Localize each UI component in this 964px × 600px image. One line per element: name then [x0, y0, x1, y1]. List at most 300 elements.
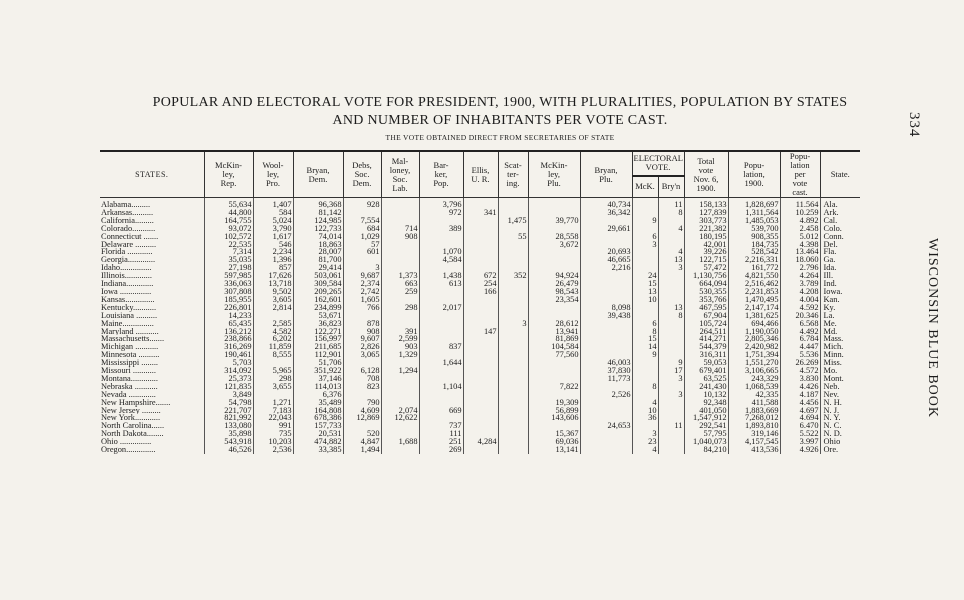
cell-wool: [253, 391, 293, 399]
header-population-per-vote: [780, 151, 820, 198]
cell-ev-bry: 9: [658, 359, 684, 367]
header-line: ter-: [507, 169, 519, 179]
cell-ppv: 18.060: [780, 256, 820, 264]
cell-ev-bry: [658, 399, 684, 407]
cell-state: Connecticut .......: [100, 233, 204, 241]
table-row: [100, 256, 860, 264]
cell-state: Massachusetts.......: [100, 335, 204, 343]
cell-mal: 2,074: [381, 407, 419, 415]
cell-bryan: 74,014: [293, 233, 343, 241]
header-line: Pro.: [266, 178, 280, 188]
cell-bryan: 234,899: [293, 304, 343, 312]
cell-pop: 1,190,050: [728, 328, 780, 336]
cell-abbr: Mo.: [823, 367, 838, 375]
cell-state: Montana.............: [100, 375, 204, 383]
cell-bark: 837: [419, 343, 463, 351]
cell-mal: [381, 217, 419, 225]
table-row: [100, 233, 860, 241]
cell-bry-plu: [580, 438, 632, 446]
cell-mck: 44,800: [204, 209, 253, 217]
cell-bark: [419, 217, 463, 225]
cell-debs: 1,494: [343, 446, 381, 454]
cell-state: New York............: [100, 414, 204, 422]
table-row: [100, 264, 860, 272]
cell-ppv: 4.572: [780, 367, 820, 375]
table-row: [100, 438, 860, 446]
cell-ev-mck: [632, 225, 658, 233]
cell-mck: 316,269: [204, 343, 253, 351]
cell-total: 303,773: [684, 217, 728, 225]
cell-scat: [498, 264, 528, 272]
cell-abbr: Mont.: [823, 374, 844, 383]
cell-ev-bry: 4: [658, 225, 684, 233]
cell-bark: [419, 241, 463, 249]
cell-mck-plu: 19,309: [528, 399, 580, 407]
cell-mal: 714: [381, 225, 419, 233]
cell-bark: 613: [419, 280, 463, 288]
cell-mck: 35,898: [204, 430, 253, 438]
cell-bry-plu: 20,693: [580, 248, 632, 256]
cell-debs: 520: [343, 430, 381, 438]
cell-wool: 1,407: [253, 198, 293, 209]
cell-debs: 2,374: [343, 280, 381, 288]
cell-mck-plu: [528, 375, 580, 383]
header-bryan-dem: [293, 151, 343, 198]
cell-mal: [381, 320, 419, 328]
cell-bryan: 18,863: [293, 241, 343, 249]
cell-ev-bry: [658, 288, 684, 296]
cell-scat: [498, 430, 528, 438]
cell-bryan: 157,733: [293, 422, 343, 430]
cell-ev-mck: 10: [632, 407, 658, 415]
table-row: [100, 328, 860, 336]
cell-mal: [381, 375, 419, 383]
cell-total: 353,766: [684, 296, 728, 304]
cell-ppv: 4.264: [780, 272, 820, 280]
cell-wool: 857: [253, 264, 293, 272]
cell-pop: 1,381,625: [728, 312, 780, 320]
cell-ev-mck: 9: [632, 217, 658, 225]
cell-mck: 55,634: [204, 198, 253, 209]
cell-bark: [419, 367, 463, 375]
cell-bryan: 156,997: [293, 335, 343, 343]
cell-ev-bry: 3: [658, 391, 684, 399]
cell-abbr: Iowa.: [823, 287, 843, 296]
cell-pop: 243,329: [728, 375, 780, 383]
cell-abbr: N. Y.: [823, 414, 841, 423]
table-row: [100, 312, 860, 320]
cell-debs: 766: [343, 304, 381, 312]
cell-scat: [498, 375, 528, 383]
cell-scat: [498, 280, 528, 288]
cell-mck-plu: 94,924: [528, 272, 580, 280]
header-line: loney,: [389, 164, 411, 175]
cell-state: Kentucky...........: [100, 304, 204, 312]
table-row: [100, 422, 860, 430]
header-debs-soc-dem: [343, 151, 381, 198]
cell-mal: [381, 359, 419, 367]
header-line: Bar-: [433, 160, 449, 170]
cell-scat: [498, 343, 528, 351]
cell-scat: [498, 422, 528, 430]
cell-mck: 164,755: [204, 217, 253, 225]
cell-bark: [419, 233, 463, 241]
cell-ev-mck: [632, 264, 658, 272]
header-line: Wool-: [262, 160, 284, 170]
title-line-2: AND NUMBER OF INHABITANTS PER VOTE CAST.: [332, 113, 668, 128]
cell-mck: 7,314: [204, 248, 253, 256]
cell-abbr: Mass.: [823, 335, 844, 344]
cell-mal: [381, 391, 419, 399]
cell-ev-bry: [658, 217, 684, 225]
cell-bry-plu: 29,661: [580, 225, 632, 233]
cell-bark: [419, 375, 463, 383]
header-state-abbr: State.: [820, 151, 860, 198]
cell-mck-plu: 143,606: [528, 414, 580, 422]
cell-scat: [498, 198, 528, 209]
cell-bry-plu: [580, 351, 632, 359]
cell-total: 158,133: [684, 198, 728, 209]
header-line: 1900.: [744, 178, 764, 188]
cell-wool: [253, 312, 293, 320]
cell-ellis: [463, 248, 498, 256]
cell-ellis: [463, 296, 498, 304]
cell-state: Oregon..............: [100, 446, 204, 454]
cell-mal: [381, 248, 419, 256]
cell-mck-plu: 98,543: [528, 288, 580, 296]
cell-bry-plu: [580, 383, 632, 391]
cell-mck: 597,985: [204, 272, 253, 280]
cell-ppv: 6.784: [780, 335, 820, 343]
header-line: vote: [698, 164, 714, 175]
cell-bark: 737: [419, 422, 463, 430]
cell-mck-plu: 28,612: [528, 320, 580, 328]
cell-bark: 1,104: [419, 383, 463, 391]
cell-ev-bry: 11: [658, 198, 684, 209]
header-line: Pop.: [433, 178, 449, 188]
cell-abbr: Mich.: [823, 343, 844, 352]
header-line: lation,: [743, 169, 765, 179]
cell-mal: [381, 198, 419, 209]
cell-state: Delaware ..........: [100, 241, 204, 249]
cell-bryan: 51,706: [293, 359, 343, 367]
cell-abbr: Ida.: [823, 264, 837, 273]
cell-scat: 3: [498, 320, 528, 328]
cell-debs: 7,554: [343, 217, 381, 225]
cell-scat: [498, 288, 528, 296]
cell-bry-plu: 40,734: [580, 198, 632, 209]
cell-bark: [419, 414, 463, 422]
cell-bryan: 209,265: [293, 288, 343, 296]
cell-scat: 1,475: [498, 217, 528, 225]
table-row: [100, 359, 860, 367]
cell-state: Idaho...............: [100, 264, 204, 272]
cell-ev-bry: [658, 280, 684, 288]
cell-total: 1,130,756: [684, 272, 728, 280]
cell-ev-bry: [658, 296, 684, 304]
cell-bryan: 28,007: [293, 248, 343, 256]
cell-wool: 1,617: [253, 233, 293, 241]
cell-total: 67,904: [684, 312, 728, 320]
cell-ellis: 672: [463, 272, 498, 280]
cell-scat: 352: [498, 272, 528, 280]
cell-state: Colorado...........: [100, 225, 204, 233]
header-line: McKin-: [215, 160, 242, 170]
cell-scat: [498, 414, 528, 422]
cell-total: 292,541: [684, 422, 728, 430]
cell-state: Illinois.............: [100, 272, 204, 280]
cell-bryan: 122,271: [293, 328, 343, 336]
cell-debs: [343, 209, 381, 217]
cell-mck-plu: 23,354: [528, 296, 580, 304]
cell-state: New Jersey .........: [100, 407, 204, 415]
cell-ev-mck: [632, 209, 658, 217]
cell-bark: 3,796: [419, 198, 463, 209]
cell-mal: 1,294: [381, 367, 419, 375]
header-line: Rep.: [220, 178, 237, 188]
cell-mck: 54,798: [204, 399, 253, 407]
cell-wool: 9,502: [253, 288, 293, 296]
cell-ellis: [463, 241, 498, 249]
cell-mal: 908: [381, 233, 419, 241]
header-line: per: [794, 169, 806, 179]
cell-ppv: 6.470: [780, 422, 820, 430]
cell-total: 401,050: [684, 407, 728, 415]
table-row: [100, 217, 860, 225]
cell-debs: [343, 391, 381, 399]
cell-pop: 2,231,853: [728, 288, 780, 296]
cell-ellis: [463, 320, 498, 328]
cell-ev-bry: 13: [658, 304, 684, 312]
table-row: [100, 351, 860, 359]
cell-bark: [419, 391, 463, 399]
cell-ev-bry: [658, 351, 684, 359]
cell-abbr: N. H.: [823, 398, 842, 407]
cell-abbr: Md.: [823, 327, 838, 336]
cell-total: 59,053: [684, 359, 728, 367]
cell-wool: 2,536: [253, 446, 293, 454]
cell-mck: 93,072: [204, 225, 253, 233]
cell-pop: 42,335: [728, 391, 780, 399]
header-states: STATES.: [100, 151, 204, 198]
cell-pop: 528,542: [728, 248, 780, 256]
header-electoral-vote: ELECTORAL VOTE.: [632, 151, 684, 176]
cell-mck-plu: [528, 312, 580, 320]
cell-debs: 9,687: [343, 272, 381, 280]
cell-ellis: [463, 414, 498, 422]
cell-wool: 584: [253, 209, 293, 217]
cell-pop: 411,588: [728, 399, 780, 407]
cell-wool: 1,396: [253, 256, 293, 264]
cell-total: 414,271: [684, 335, 728, 343]
cell-bryan: 37,146: [293, 375, 343, 383]
cell-ev-mck: [632, 391, 658, 399]
cell-scat: [498, 225, 528, 233]
header-line: U. R.: [471, 173, 490, 184]
cell-ev-bry: 4: [658, 248, 684, 256]
cell-bry-plu: 24,653: [580, 422, 632, 430]
table-row: [100, 272, 860, 280]
cell-bry-plu: [580, 335, 632, 343]
cell-ellis: 147: [463, 328, 498, 336]
cell-ellis: 341: [463, 209, 498, 217]
header-total-vote: [684, 151, 728, 198]
cell-pop: 2,216,331: [728, 256, 780, 264]
cell-debs: 3: [343, 264, 381, 272]
cell-debs: [343, 256, 381, 264]
cell-ev-mck: 8: [632, 383, 658, 391]
cell-mck: 190,461: [204, 351, 253, 359]
cell-abbr: N. D.: [823, 430, 842, 439]
header-line: Mal-: [391, 155, 409, 166]
cell-ev-bry: 8: [658, 209, 684, 217]
cell-ppv: 26.269: [780, 359, 820, 367]
cell-ppv: 3.997: [780, 438, 820, 446]
cell-mal: [381, 264, 419, 272]
header-mckinley-rep: [204, 151, 253, 198]
header-line: Dem.: [308, 173, 328, 184]
cell-bry-plu: 46,665: [580, 256, 632, 264]
cell-pop: 1,551,270: [728, 359, 780, 367]
table-row: [100, 288, 860, 296]
cell-bry-plu: [580, 280, 632, 288]
cell-pop: 2,147,174: [728, 304, 780, 312]
cell-wool: 10,203: [253, 438, 293, 446]
cell-bry-plu: 39,438: [580, 312, 632, 320]
cell-state: North Carolina......: [100, 422, 204, 430]
cell-mck-plu: 77,560: [528, 351, 580, 359]
cell-bry-plu: 2,526: [580, 391, 632, 399]
cell-wool: 2,814: [253, 304, 293, 312]
cell-bry-plu: 8,098: [580, 304, 632, 312]
cell-wool: [253, 359, 293, 367]
cell-ellis: [463, 422, 498, 430]
cell-total: 105,724: [684, 320, 728, 328]
cell-wool: 4,582: [253, 328, 293, 336]
cell-mck-plu: [528, 209, 580, 217]
cell-total: 122,715: [684, 256, 728, 264]
cell-bryan: 114,013: [293, 383, 343, 391]
cell-state: Minnesota ..........: [100, 351, 204, 359]
cell-mal: 663: [381, 280, 419, 288]
cell-bark: [419, 351, 463, 359]
cell-total: 467,595: [684, 304, 728, 312]
cell-debs: 1,029: [343, 233, 381, 241]
cell-ev-mck: [632, 367, 658, 375]
cell-abbr: Ark.: [823, 208, 839, 217]
cell-scat: [498, 383, 528, 391]
header-line: ing.: [506, 178, 520, 188]
cell-ellis: 254: [463, 280, 498, 288]
cell-bry-plu: [580, 241, 632, 249]
cell-bark: 111: [419, 430, 463, 438]
cell-ev-mck: 23: [632, 438, 658, 446]
cell-abbr: Ala.: [823, 200, 838, 209]
cell-bark: [419, 312, 463, 320]
cell-bryan: 33,385: [293, 446, 343, 454]
cell-mck-plu: [528, 198, 580, 209]
cell-bry-plu: [580, 446, 632, 454]
cell-mck-plu: 69,036: [528, 438, 580, 446]
cell-state: Louisiana ..........: [100, 312, 204, 320]
cell-ev-bry: [658, 343, 684, 351]
cell-wool: 3,790: [253, 225, 293, 233]
cell-bark: [419, 296, 463, 304]
cell-ev-mck: 3: [632, 430, 658, 438]
cell-debs: [343, 312, 381, 320]
cell-debs: 708: [343, 375, 381, 383]
cell-pop: 1,883,669: [728, 407, 780, 415]
cell-mck: 821,992: [204, 414, 253, 422]
cell-mck: 46,526: [204, 446, 253, 454]
cell-state: Iowa ...............: [100, 288, 204, 296]
cell-bry-plu: [580, 399, 632, 407]
header-line: Bryan,: [594, 164, 618, 175]
cell-wool: 1,271: [253, 399, 293, 407]
cell-ppv: 4.004: [780, 296, 820, 304]
header-line: vote: [792, 178, 808, 188]
cell-mal: 298: [381, 304, 419, 312]
cell-debs: 57: [343, 241, 381, 249]
cell-ev-mck: 13: [632, 288, 658, 296]
cell-total: 664,094: [684, 280, 728, 288]
cell-total: 316,311: [684, 351, 728, 359]
cell-ellis: [463, 399, 498, 407]
cell-ppv: 4.592: [780, 304, 820, 312]
header-line: Popu-: [743, 160, 765, 170]
cell-wool: 11,859: [253, 343, 293, 351]
cell-mal: [381, 399, 419, 407]
cell-ellis: [463, 256, 498, 264]
cell-state: Georgia.............: [100, 256, 204, 264]
cell-ev-bry: [658, 407, 684, 415]
cell-mck: 133,080: [204, 422, 253, 430]
cell-bryan: 351,922: [293, 367, 343, 375]
cell-debs: [343, 359, 381, 367]
cell-state: North Dakota........: [100, 430, 204, 438]
cell-ev-bry: 8: [658, 312, 684, 320]
header-line: ley,: [222, 169, 235, 179]
cell-bryan: 20,531: [293, 430, 343, 438]
cell-mck-plu: [528, 248, 580, 256]
cell-debs: 878: [343, 320, 381, 328]
cell-ev-mck: 36: [632, 414, 658, 422]
cell-ppv: 4.697: [780, 407, 820, 415]
cell-wool: 2,585: [253, 320, 293, 328]
cell-bark: 1,438: [419, 272, 463, 280]
cell-mal: 903: [381, 343, 419, 351]
cell-debs: 9,607: [343, 335, 381, 343]
cell-bryan: 96,368: [293, 198, 343, 209]
cell-pop: 7,268,012: [728, 414, 780, 422]
table-row: [100, 383, 860, 391]
table-row: [100, 375, 860, 383]
cell-mck: 27,198: [204, 264, 253, 272]
cell-pop: 184,735: [728, 241, 780, 249]
cell-state: Arkansas..........: [100, 209, 204, 217]
header-line: Nov. 6,: [693, 173, 719, 184]
cell-state: Florida ............: [100, 248, 204, 256]
cell-total: 241,430: [684, 383, 728, 391]
table-subtitle: THE VOTE OBTAINED DIRECT FROM SECRETARIES OF STATE: [385, 133, 615, 142]
cell-ellis: [463, 335, 498, 343]
cell-abbr: Ind.: [823, 280, 837, 288]
cell-pop: 1,751,394: [728, 351, 780, 359]
cell-debs: 908: [343, 328, 381, 336]
header-ev-bryan: Bry'n: [658, 176, 684, 198]
cell-ppv: 4.426: [780, 383, 820, 391]
cell-ev-mck: [632, 312, 658, 320]
